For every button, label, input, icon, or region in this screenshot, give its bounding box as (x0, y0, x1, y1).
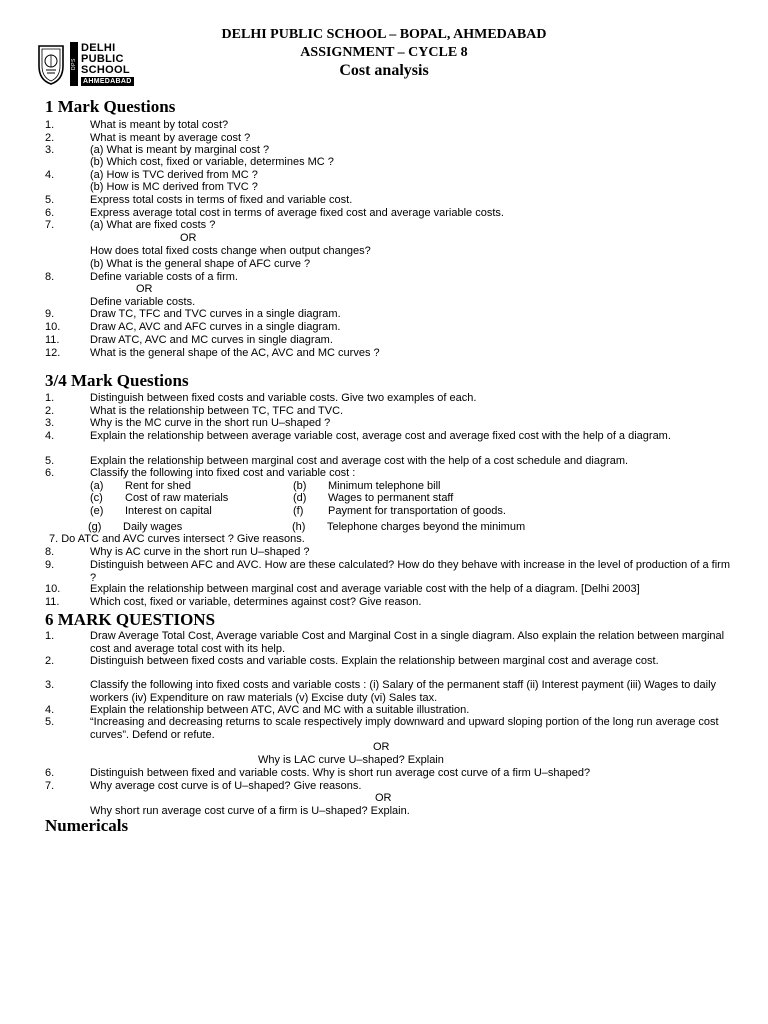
section-heading-six-mark: 6 MARK QUESTIONS (45, 610, 216, 629)
question-text: Explain the relationship between average variable cost, average cost and average fixed cost with the help of a diagram. (90, 430, 671, 442)
section-heading-three-four-mark: 3/4 Mark Questions (45, 371, 189, 390)
logo-line-3: SCHOOL (81, 64, 130, 76)
question-text: Explain the relationship between marginal cost and average variable cost with the help of a diagram. [Delhi 2003] (90, 583, 640, 595)
question-text: Express average total cost in terms of average fixed cost and average variable costs. (90, 207, 504, 219)
question-number: 10. (45, 321, 61, 333)
item-value: Payment for transportation of goods. (328, 505, 506, 517)
question-text: (b) What is the general shape of AFC curve ? (90, 258, 311, 270)
section-heading-numericals: Numericals (45, 816, 129, 835)
question-text: Define variable costs of a firm. (90, 271, 238, 283)
item-key: (e) (90, 505, 104, 517)
question-text: What is the relationship between TC, TFC and TVC. (90, 405, 344, 417)
question-number: 3. (45, 679, 55, 691)
question-number: 2. (45, 405, 55, 417)
question-number: 7. (45, 780, 55, 792)
question-number: 11. (45, 596, 60, 608)
logo-line-1: DELHI (81, 42, 116, 54)
question-text: 7. Do ATC and AVC curves intersect ? Give reasons. (49, 533, 305, 545)
logo-line-2: PUBLIC (81, 53, 124, 65)
question-number: 5. (45, 455, 55, 467)
question-number: 8. (45, 271, 55, 283)
question-number: 1. (45, 392, 55, 404)
question-text: Distinguish between fixed costs and variable costs. Give two examples of each. (90, 392, 477, 404)
item-value: Telephone charges beyond the minimum (327, 521, 526, 533)
question-number: 4. (45, 430, 55, 442)
or-separator: OR (375, 792, 392, 804)
item-value: Wages to permanent staff (328, 492, 454, 504)
question-number: 3. (45, 144, 55, 156)
item-key: (d) (293, 492, 307, 504)
question-text: Why is the MC curve in the short run U–shaped ? (90, 417, 331, 429)
question-number: 12. (45, 347, 61, 359)
question-text: What is the general shape of the AC, AVC and MC curves ? (90, 347, 380, 359)
question-number: 10. (45, 583, 61, 595)
or-separator: OR (136, 283, 153, 295)
question-text: Classify the following into fixed costs and variable costs : (i) Salary of the permanent staff (ii) Interest payment (iii) Wages to daily workers (iv) Expenditure on raw materials (v) Excise duty (vi) Sales tax. (90, 679, 717, 704)
topic-title: Cost analysis (339, 62, 429, 79)
item-key: (c) (90, 492, 103, 504)
item-value: Interest on capital (125, 505, 212, 517)
question-number: 9. (45, 559, 55, 571)
question-text: (a) How is TVC derived from MC ? (90, 169, 258, 181)
question-text: Explain the relationship between ATC, AVC and MC with a suitable illustration. (90, 704, 470, 716)
item-key: (g) (88, 521, 102, 533)
question-text: (a) What is meant by marginal cost ? (90, 144, 270, 156)
question-number: 1. (45, 630, 55, 642)
question-text: What is meant by average cost ? (90, 132, 251, 144)
question-text: Why short run average cost curve of a firm is U–shaped? Explain. (90, 805, 410, 817)
question-text: Why average cost curve is of U–shaped? Give reasons. (90, 780, 362, 792)
question-number: 1. (45, 119, 55, 131)
question-number: 6. (45, 767, 55, 779)
logo-vertical-text: DPS (71, 58, 77, 70)
question-text: What is meant by total cost? (90, 119, 229, 131)
or-separator: OR (373, 741, 390, 753)
question-text: Why is LAC curve U–shaped? Explain (258, 754, 444, 766)
question-text: Which cost, fixed or variable, determines against cost? Give reason. (90, 596, 422, 608)
or-separator: OR (180, 232, 197, 244)
item-key: (f) (293, 505, 304, 517)
item-value: Minimum telephone bill (328, 480, 441, 492)
question-number: 6. (45, 207, 55, 219)
question-text: Explain the relationship between marginal cost and average cost with the help of a cost schedule and diagram. (90, 455, 629, 467)
question-number: 3. (45, 417, 55, 429)
question-number: 7. (45, 219, 55, 231)
question-number: 8. (45, 546, 55, 558)
question-text: How does total fixed costs change when output changes? (90, 245, 371, 257)
question-text: Draw TC, TFC and TVC curves in a single diagram. (90, 308, 341, 320)
question-text: Draw AC, AVC and AFC curves in a single diagram. (90, 321, 341, 333)
item-value: Daily wages (123, 521, 183, 533)
question-number: 5. (45, 194, 55, 206)
question-text: Why is AC curve in the short run U–shaped ? (90, 546, 310, 558)
question-number: 4. (45, 169, 55, 181)
school-name: DELHI PUBLIC SCHOOL – BOPAL, AHMEDABAD (221, 27, 547, 42)
section-heading-one-mark: 1 Mark Questions (45, 97, 176, 116)
question-text: (b) Which cost, fixed or variable, determines MC ? (90, 156, 334, 168)
question-number: 4. (45, 704, 55, 716)
question-number: 9. (45, 308, 55, 320)
item-key: (a) (90, 480, 104, 492)
item-key: (b) (293, 480, 307, 492)
item-value: Cost of raw materials (125, 492, 229, 504)
question-text: (a) What are fixed costs ? (90, 219, 216, 231)
assignment-title: ASSIGNMENT – CYCLE 8 (300, 45, 468, 60)
question-number: 11. (45, 334, 60, 346)
question-text: Distinguish between AFC and AVC. How are these calculated? How do they behave with increase in the level of production of a firm ? (90, 559, 730, 584)
question-number: 5. (45, 716, 55, 728)
question-text: Define variable costs. (90, 296, 196, 308)
question-text: Distinguish between fixed costs and variable costs. Explain the relationship between marginal cost and average cost. (90, 655, 659, 667)
question-text: “Increasing and decreasing returns to scale respectively imply downward and upward sloping portion of the long run average cost curves”. Defend or refute. (90, 716, 719, 741)
logo-line-4: AHMEDABAD (83, 78, 132, 85)
question-text: Draw Average Total Cost, Average variable Cost and Marginal Cost in a single diagram. Also explain the relation between marginal cost and average total cost with its help. (90, 630, 725, 655)
item-value: Rent for shed (125, 480, 192, 492)
question-text: (b) How is MC derived from TVC ? (90, 181, 258, 193)
question-text: Express total costs in terms of fixed and variable cost. (90, 194, 353, 206)
question-number: 2. (45, 132, 55, 144)
item-key: (h) (292, 521, 306, 533)
question-text: Distinguish between fixed and variable costs. Why is short run average cost curve of a firm U–shaped? (90, 767, 591, 779)
question-number: 6. (45, 467, 55, 479)
question-text: Classify the following into fixed cost and variable cost : (90, 467, 356, 479)
question-number: 2. (45, 655, 55, 667)
question-text: Draw ATC, AVC and MC curves in single diagram. (90, 334, 333, 346)
